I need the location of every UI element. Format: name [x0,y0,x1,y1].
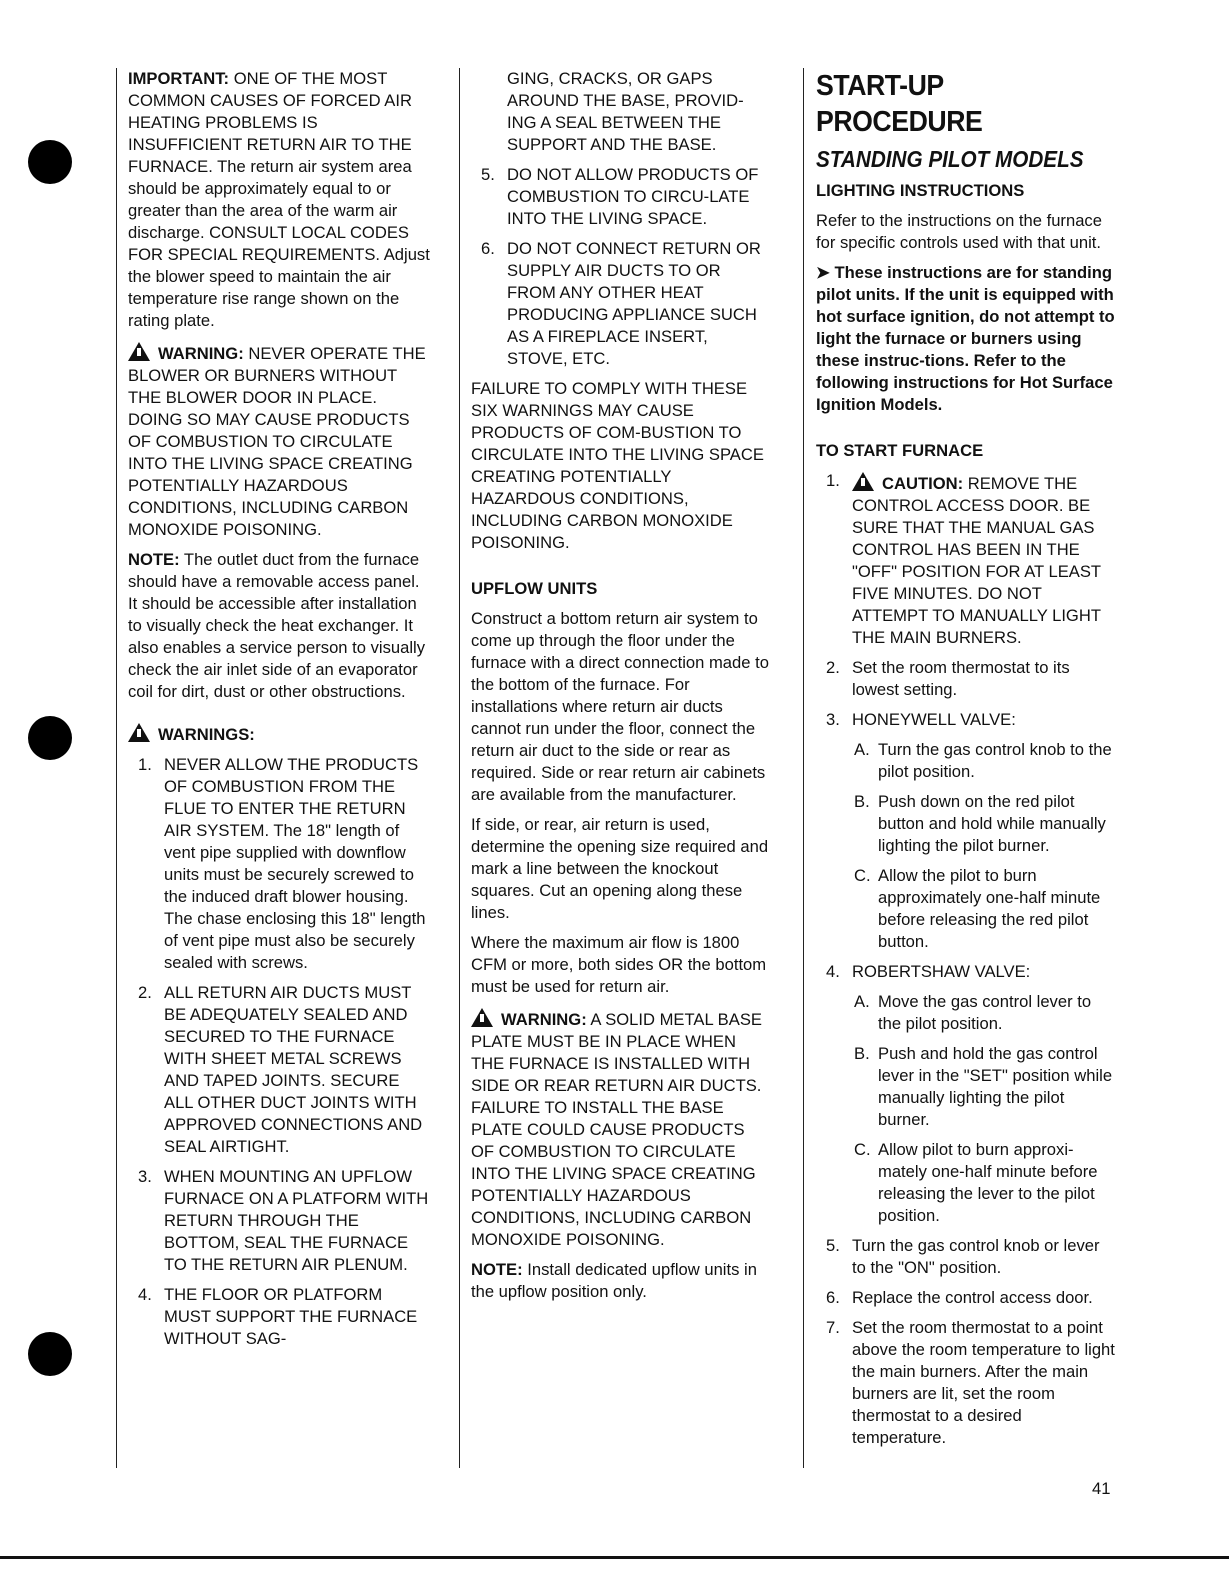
binder-hole-middle [28,716,72,760]
column-rule-right [803,68,804,1468]
list-item: B. Push down on the red pilot button and hold while manually lighting the pilot burner. [854,792,1106,855]
standing-pilot-note: ➤ These instructions are for standing pilot units. If the unit is equipped with hot surface ignition, do not attempt to light the furnace or burners using these instruc-tions. Refer to the following instructions for Hot Surface Ignition Models. [816,263,1115,414]
list-item: C. Allow the pilot to burn approximately one-half minute before releasing the red pilot button. [854,866,1101,951]
list-item: 3. WHEN MOUNTING AN UPFLOW FURNACE ON A PLATFORM WITH RETURN THROUGH THE BOTTOM, SEAL THE FURNACE TO THE RETURN AIR PLENUM. [138,1167,429,1274]
warning-icon [471,1008,493,1027]
note-paragraph: NOTE: The outlet duct from the furnace should have a removable access panel. It should be accessible after installation to visually check the heat exchanger. It also enables a service person to visually check the air inlet side of an evaporator coil for dirt, dust or other obstructions. [128,550,426,701]
column-2 [471,68,771,1311]
honeywell-substeps [852,739,1116,953]
arrow-bullet-icon: ➤ [816,263,835,282]
column-1 [128,68,430,1358]
column-rule-left [116,68,117,1468]
caution-icon [852,472,874,491]
upflow-note-paragraph: NOTE: Install dedicated upflow units in the upflow position only. [471,1260,757,1301]
list-item: 1. NEVER ALLOW THE PRODUCTS OF COMBUSTION FROM THE FLUE TO ENTER THE RETURN AIR SYSTEM. The 18" length of vent pipe supplied with downflow units must be securely screwed to the induced draft blower housing. The chase enclosing this 18" length of vent pipe must also be securely sealed with screws. [138,755,426,972]
warning-icon [128,723,150,742]
column-rule-middle [459,68,460,1468]
warning-base-plate-paragraph: WARNING: A SOLID METAL BASE PLATE MUST BE IN PLACE WHEN THE FURNACE IS INSTALLED WITH SIDE OR REAR RETURN AIR DUCTS. FAILURE TO INSTALL THE BASE PLATE COULD CAUSE PRODUCTS OF COMBUSTION TO CIRCULATE INTO THE LIVING SPACE CREATING POTENTIALLY HAZARDOUS CONDITIONS, INCLUDING CARBON MONOXIDE POISONING. [471,1010,762,1249]
list-item: 4. THE FLOOR OR PLATFORM MUST SUPPORT THE FURNACE WITHOUT SAG- [138,1285,418,1348]
important-paragraph: IMPORTANT: ONE OF THE MOST COMMON CAUSES OF FORCED AIR HEATING PROBLEMS IS INSUFFICIENT RETURN AIR TO THE FURNACE. The return air system area should be approximately equal to or greater than the area of the warm air discharge. CONSULT LOCAL CODES FOR SPECIAL REQUIREMENTS. Adjust the blower speed to maintain the air temperature rise range shown on the rating plate. [128,69,430,330]
upflow-heading: UPFLOW UNITS [471,579,598,598]
upflow-paragraph-1: Construct a bottom return air system to come up through the floor under the furnace with a direct connection made to the bottom of the furnace. For installations where return air ducts cannot run under the floor, connect the return air duct to the side or rear as required. Side or rear return air cabinets are available from the manufacturer. [471,609,769,804]
list-item: B. Push and hold the gas control lever in the "SET" position while manually lighting the pilot burner. [854,1044,1113,1129]
warning-4-continued: GING, CRACKS, OR GAPS AROUND THE BASE, PROVID-ING A SEAL BETWEEN THE SUPPORT AND THE BASE. [507,69,744,154]
list-item: 5. Turn the gas control knob or lever to the "ON" position. [826,1236,1100,1277]
section-subtitle: STANDING PILOT MODELS [816,146,1084,172]
list-item: 2. ALL RETURN AIR DUCTS MUST BE ADEQUATELY SEALED AND SECURED TO THE FURNACE WITH SHEET METAL SCREWS AND TAPED JOINTS. SECURE ALL OTHER DUCT JOINTS WITH APPROVED CONNECTIONS AND SEAL AIRTIGHT. [138,983,423,1156]
list-item: 5. DO NOT ALLOW PRODUCTS OF COMBUSTION TO CIRCU-LATE INTO THE LIVING SPACE. [481,165,759,228]
list-item: 6. DO NOT CONNECT RETURN OR SUPPLY AIR DUCTS TO OR FROM ANY OTHER HEAT PRODUCING APPLIANCE SUCH AS A FIREPLACE INSERT, STOVE, ETC. [481,239,761,368]
start-steps-list [816,470,1116,1449]
robertshaw-substeps [852,991,1116,1227]
list-item: 1. CAUTION: REMOVE THE CONTROL ACCESS DOOR. BE SURE THAT THE MANUAL GAS CONTROL HAS BEEN IN THE "OFF" POSITION FOR AT LEAST FIVE MINUTES. DO NOT ATTEMPT TO MANUALLY LIGHT THE MAIN BURNERS. [826,471,1101,647]
binder-hole-top [28,140,72,184]
warnings-heading: WARNINGS: [128,721,430,746]
list-item: 2. Set the room thermostat to its lowest setting. [826,658,1070,699]
warning-icon [128,342,150,361]
column-3 [816,68,1116,1457]
upflow-paragraph-3: Where the maximum air flow is 1800 CFM or more, both sides OR the bottom must be used for return air. [471,933,767,996]
warning-blower-paragraph: WARNING: NEVER OPERATE THE BLOWER OR BURNERS WITHOUT THE BLOWER DOOR IN PLACE. DOING SO MAY CAUSE PRODUCTS OF COMBUSTION TO CIRCULATE INTO THE LIVING SPACE CREATING POTENTIALLY HAZARDOUS CONDITIONS, INCLUDING CARBON MONOXIDE POISONING. [128,344,426,539]
list-item: 7. Set the room thermostat to a point above the room temperature to light the main burners. After the main burners are lit, set the room thermostat to a desired temperature. [826,1318,1115,1447]
bottom-rule [0,1556,1229,1559]
warnings-list-continued [471,164,771,370]
list-item: A. Turn the gas control knob to the pilot position. [854,740,1112,781]
list-item: 3. HONEYWELL VALVE: A. Turn the gas control knob to the pilot position. B. Push down on the red pilot button and hold while manually lighting the pilot burner. C. Allow the pilot to burn approximately one-half minute before releasing the red pilot button. [816,709,1116,953]
warnings-list [128,754,430,1350]
upflow-paragraph-2: If side, or rear, air return is used, determine the opening size required and mark a line between the knockout squares. Cut an opening along these lines. [471,815,769,922]
lighting-heading: LIGHTING INSTRUCTIONS [816,181,1025,200]
section-title: START-UP PROCEDURE [816,70,983,138]
start-heading: TO START FURNACE [816,441,984,460]
page-number: 41 [1092,1479,1111,1498]
list-item: C. Allow pilot to burn approxi-mately one-half minute before releasing the lever to the pilot position. [854,1140,1098,1225]
failure-paragraph: FAILURE TO COMPLY WITH THESE SIX WARNINGS MAY CAUSE PRODUCTS OF COM-BUSTION TO CIRCULATE INTO THE LIVING SPACE CREATING POTENTIALLY HAZARDOUS CONDITIONS, INCLUDING CARBON MONOXIDE POISONING. [471,379,764,552]
refer-paragraph: Refer to the instructions on the furnace for specific controls used with that unit. [816,211,1102,252]
list-item: A. Move the gas control lever to the pilot position. [854,992,1092,1033]
list-item: 4. ROBERTSHAW VALVE: A. Move the gas control lever to the pilot position. B. Push and hold the gas control lever in the "SET" position while manually lighting the pilot burner. C. Allow pilot to burn approxi-mately one-half minute before releasing the lever to the pilot position. [816,961,1116,1227]
list-item: 6. Replace the control access door. [826,1288,1093,1307]
binder-hole-bottom [28,1332,72,1376]
